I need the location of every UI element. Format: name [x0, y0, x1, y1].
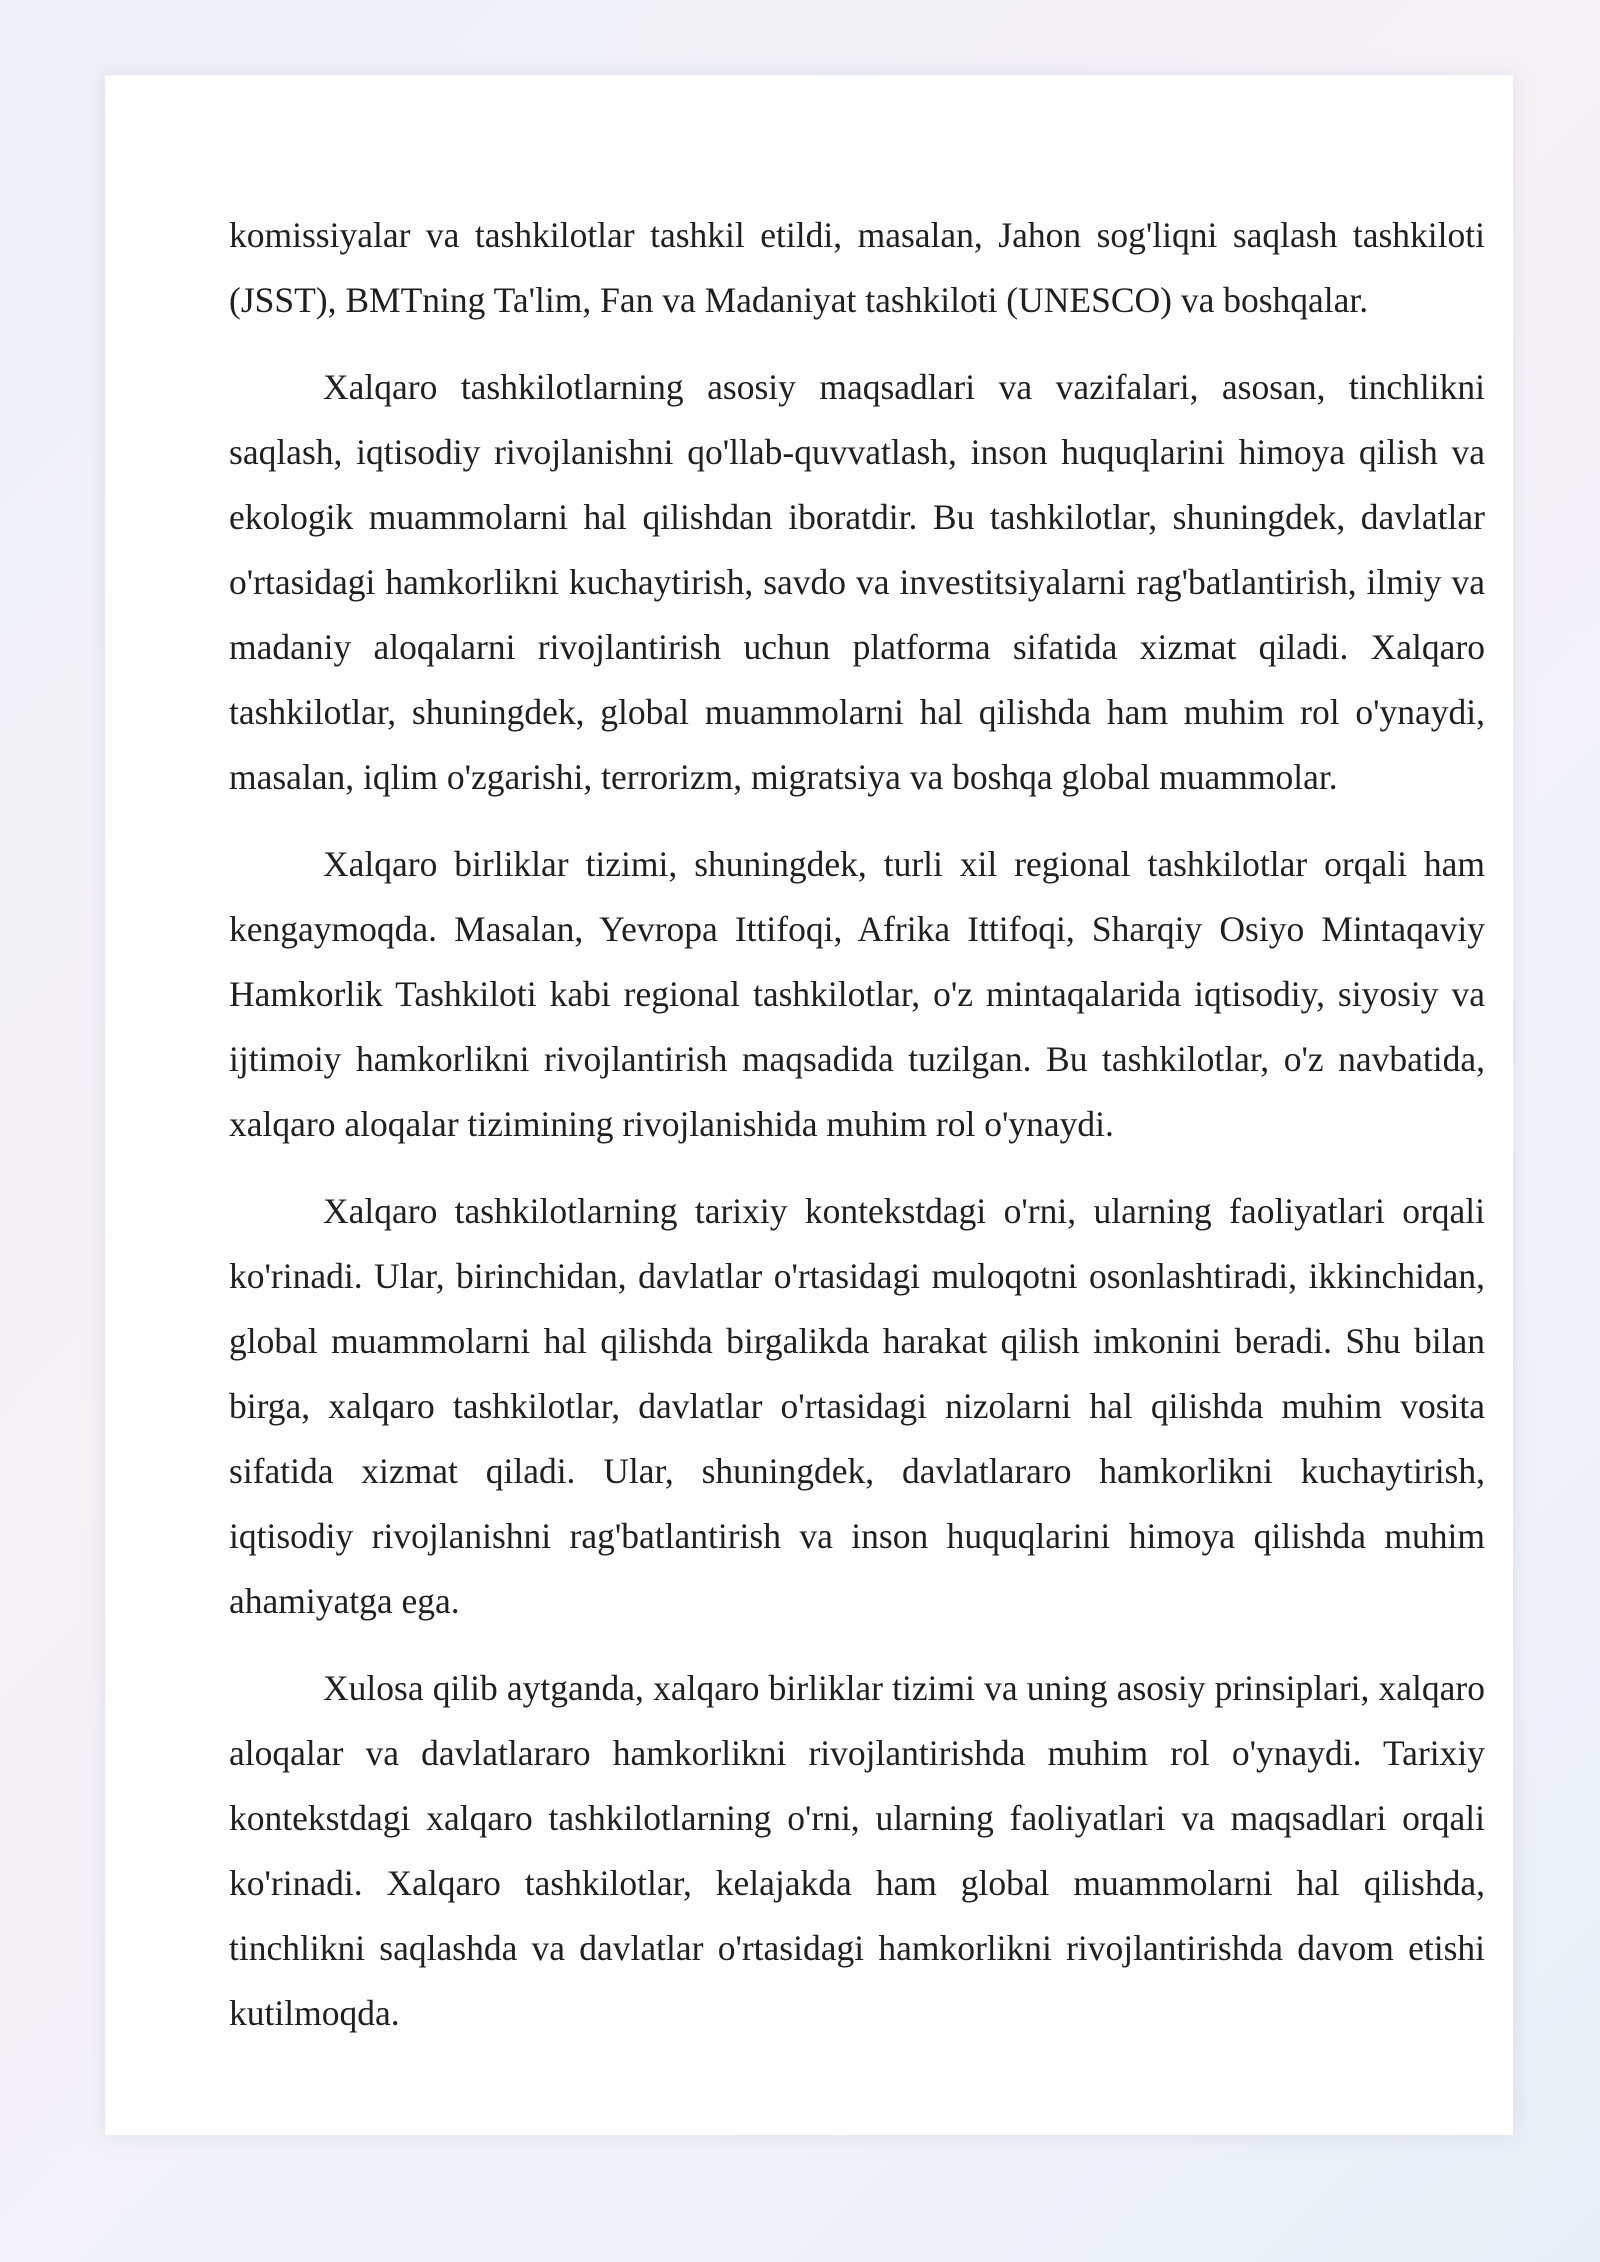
document-page: [105, 75, 1513, 2135]
paragraph-historical-role: Xalqaro tashkilotlarning tarixiy kontekstdagi o'rni, ularning faoliyatlari orqali ko'rinadi. Ular, birinchidan, davlatlar o'rtasidagi muloqotni osonlashtiradi, ikkinchidan, global muammolarni hal qilishda birgalikda harakat qilish imkonini beradi. Shu bilan birga, xalqaro tashkilotlar, davlatlar o'rtasidagi nizolarni hal qilishda muhim vosita sifatida xizmat qiladi. Ular, shuningdek, davlatlararo hamkorlikni kuchaytirish, iqtisodiy rivojlanishni rag'batlantirish va inson huquqlarini himoya qilishda muhim ahamiyatga ega.: [229, 1191, 1485, 1621]
paragraph-regional: Xalqaro birliklar tizimi, shuningdek, turli xil regional tashkilotlar orqali ham kengaymoqda. Masalan, Yevropa Ittifoqi, Afrika Ittifoqi, Sharqiy Osiyo Mintaqaviy Hamkorlik Tashkiloti kabi regional tashkilotlar, o'z mintaqalarida iqtisodiy, siyosiy va ijtimoiy hamkorlikni rivojlantirish maqsadida tuzilgan. Bu tashkilotlar, o'z navbatida, xalqaro aloqalar tizimining rivojlanishida muhim rol o'ynaydi.: [229, 844, 1485, 1144]
paragraph-goals: Xalqaro tashkilotlarning asosiy maqsadlari va vazifalari, asosan, tinchlikni saqlash, iqtisodiy rivojlanishni qo'llab-quvvatlash, inson huquqlarini himoya qilish va ekologik muammolarni hal qilishdan iboratdir. Bu tashkilotlar, shuningdek, davlatlar o'rtasidagi hamkorlikni kuchaytirish, savdo va investitsiyalarni rag'batlantirish, ilmiy va madaniy aloqalarni rivojlantirish uchun platforma sifatida xizmat qiladi. Xalqaro tashkilotlar, shuningdek, global muammolarni hal qilishda ham muhim rol o'ynaydi, masalan, iqlim o'zgarishi, terrorizm, migratsiya va boshqa global muammolar.: [229, 367, 1485, 797]
paragraph-conclusion: Xulosa qilib aytganda, xalqaro birliklar tizimi va uning asosiy prinsiplari, xalqaro aloqalar va davlatlararo hamkorlikni rivojlantirishda muhim rol o'ynaydi. Tarixiy kontekstdagi xalqaro tashkilotlarning o'rni, ularning faoliyatlari va maqsadlari orqali ko'rinadi. Xalqaro tashkilotlar, kelajakda ham global muammolarni hal qilishda, tinchlikni saqlashda va davlatlar o'rtasidagi hamkorlikni rivojlantirishda davom etishi kutilmoqda.: [229, 1668, 1485, 2033]
document-body: [229, 203, 1485, 2068]
paragraph-continuation: komissiyalar va tashkilotlar tashkil etildi, masalan, Jahon sog'liqni saqlash tashkiloti (JSST), BMTning Ta'lim, Fan va Madaniyat tashkiloti (UNESCO) va boshqalar.: [229, 215, 1485, 320]
